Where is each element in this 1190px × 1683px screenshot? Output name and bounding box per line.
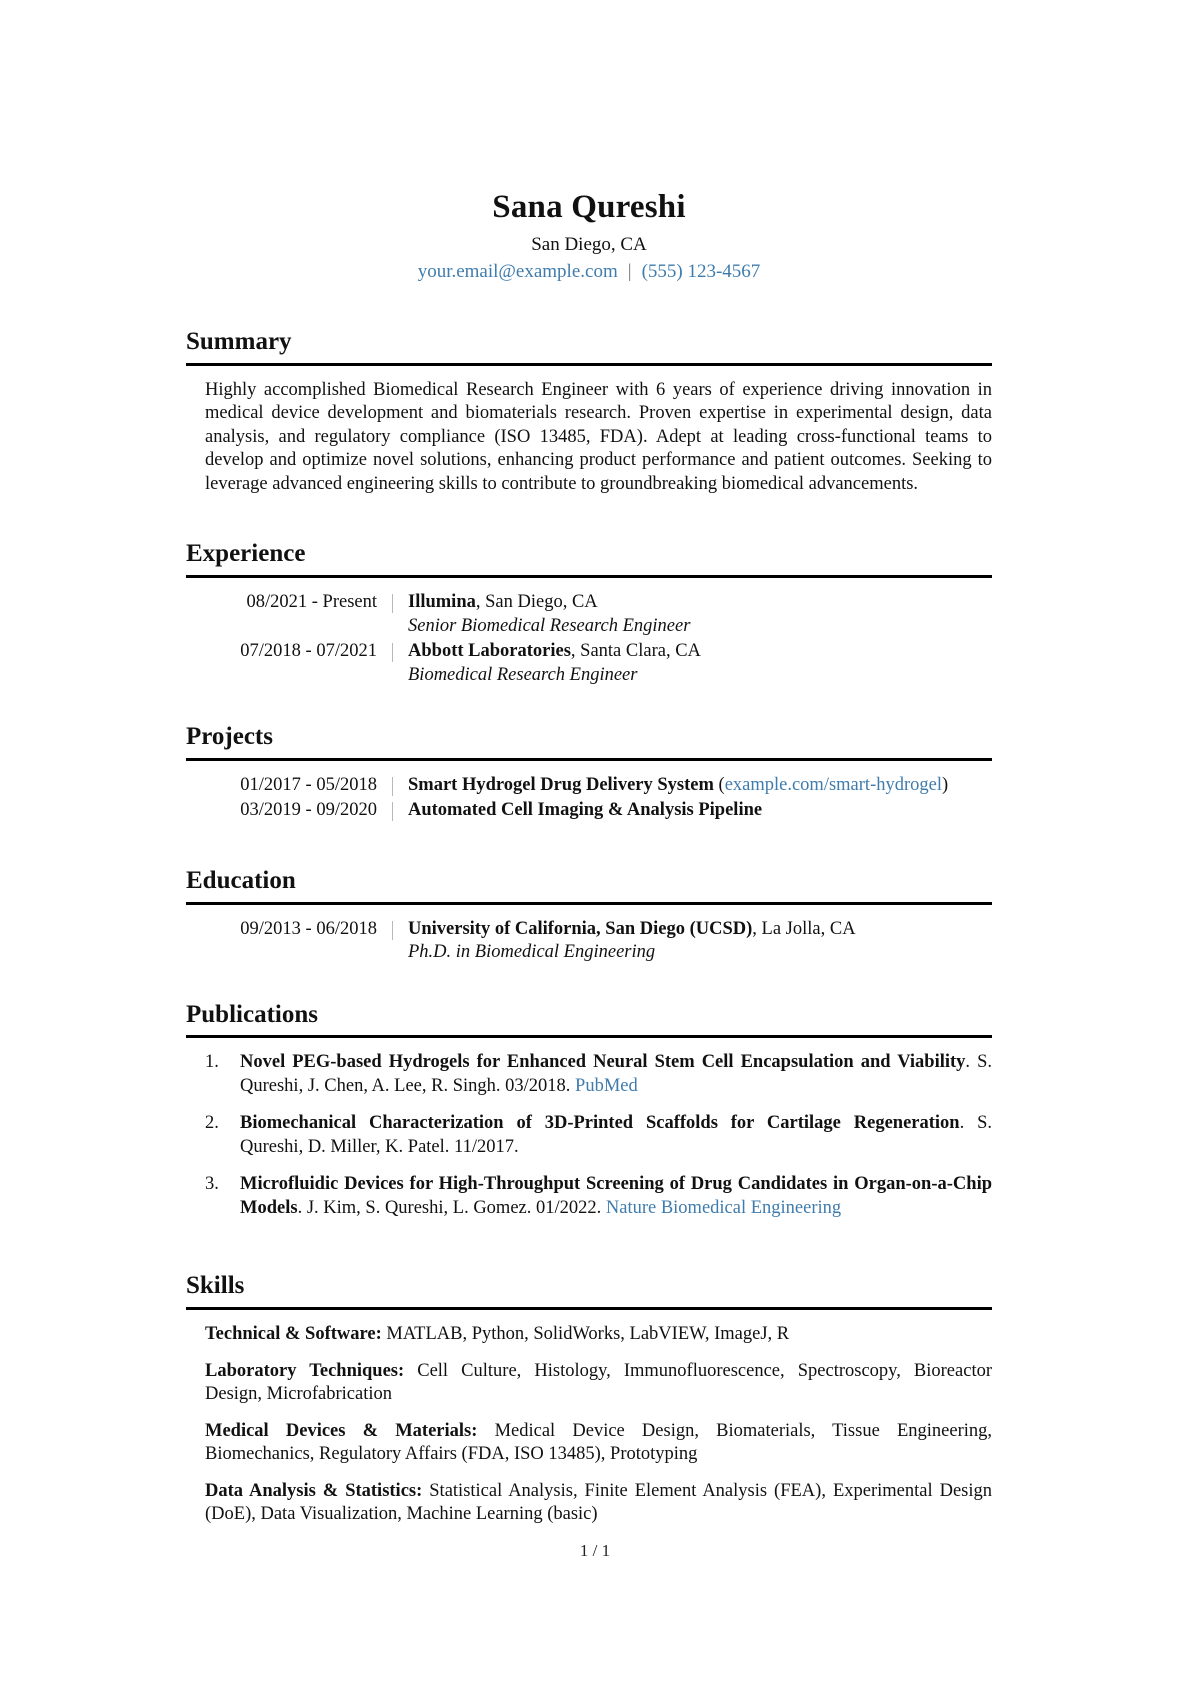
skill-label: Data Analysis & Statistics: — [205, 1480, 423, 1501]
contact-separator: | — [627, 261, 632, 283]
entry-content — [408, 799, 992, 823]
email-link[interactable]: your.email@example.com — [417, 261, 618, 283]
entry-degree: Ph.D. in Biomedical Engineering — [408, 942, 656, 963]
entry-org-line — [408, 591, 992, 615]
summary-text: Highly accomplished Biomedical Research Engineer with 6 years of experience driving innovation in medical device development and biomaterials research. Proven expertise in experimental design, data analysis, and regulatory compliance (ISO 13485, FDA). Adept at leading cross-functional teams to develop and optimize novel solutions, enhancing product performance and patient outcomes. Seeking to leverage advanced engineering skills to contribute to groundbreaking biomedical advancements. — [205, 379, 992, 494]
section-skills — [186, 1272, 992, 1526]
publication-number: 3. — [205, 1174, 219, 1195]
entry-role: Biomedical Research Engineer — [408, 664, 638, 685]
skill-label: Technical & Software: — [205, 1324, 382, 1345]
org-location: , Santa Clara, CA — [570, 641, 701, 662]
org-name: Abbott Laboratories — [408, 641, 571, 662]
summary-heading: Summary — [186, 328, 992, 366]
date-content-divider — [377, 774, 408, 798]
entry-dates: 07/2018 - 07/2021 — [240, 641, 377, 662]
publication-number: 2. — [205, 1113, 219, 1134]
project-entry — [205, 799, 992, 823]
section-education — [186, 867, 992, 965]
date-content-divider — [377, 799, 408, 823]
section-publications — [186, 1001, 992, 1221]
projects-heading: Projects — [186, 723, 992, 761]
phone-link[interactable]: (555) 123-4567 — [641, 261, 761, 283]
publication-title: Novel PEG-based Hydrogels for Enhanced Neural Stem Cell Encapsulation and Viability — [240, 1052, 966, 1073]
org-location: , San Diego, CA — [475, 592, 598, 613]
resume-header — [186, 188, 992, 284]
section-projects — [186, 723, 992, 823]
skill-values: Cell Culture, Histology, Immunofluorescence, Spectroscopy, Bioreactor Design, Microfabrication — [205, 1360, 992, 1405]
publication-title: Biomechanical Characterization of 3D-Printed Scaffolds for Cartilage Regeneration — [240, 1113, 960, 1134]
publication-item — [205, 1051, 992, 1098]
publications-heading: Publications — [186, 1001, 992, 1039]
entry-dates: 01/2017 - 05/2018 — [240, 774, 377, 795]
publication-item — [205, 1173, 992, 1220]
publication-meta: . S. Qureshi, D. Miller, K. Patel. 11/2017. — [240, 1113, 992, 1157]
skill-values: MATLAB, Python, SolidWorks, LabVIEW, ImageJ, R — [381, 1324, 790, 1345]
project-name: Smart Hydrogel Drug Delivery System — [408, 774, 714, 795]
date-content-divider — [377, 640, 408, 687]
location-text: San Diego, CA — [531, 233, 647, 255]
skill-group — [205, 1323, 992, 1347]
person-name: Sana Qureshi — [492, 189, 686, 225]
publication-link[interactable]: Nature Biomedical Engineering — [605, 1197, 842, 1218]
entry-dates: 08/2021 - Present — [246, 592, 377, 613]
education-heading: Education — [186, 867, 992, 905]
skill-label: Medical Devices & Materials: — [205, 1420, 478, 1441]
experience-entry — [205, 591, 992, 638]
publication-meta: . J. Kim, S. Qureshi, L. Gomez. 01/2022. — [297, 1197, 606, 1218]
skills-heading: Skills — [186, 1272, 992, 1310]
entry-dates: 03/2019 - 09/2020 — [240, 800, 377, 821]
date-content-divider — [377, 591, 408, 638]
publication-meta: . S. Qureshi, J. Chen, A. Lee, R. Singh. 03/2018. — [240, 1052, 992, 1096]
entry-school-line — [408, 918, 992, 942]
publication-number: 1. — [205, 1052, 219, 1073]
date-content-divider — [377, 918, 408, 965]
entry-org-line — [408, 640, 992, 664]
project-name: Automated Cell Imaging & Analysis Pipeline — [408, 800, 763, 821]
publication-item — [205, 1112, 992, 1159]
project-link[interactable]: example.com/smart-hydrogel — [724, 774, 942, 795]
publication-list — [205, 1051, 992, 1220]
skill-values: Medical Device Design, Biomaterials, Tissue Engineering, Biomechanics, Regulatory Affairs (FDA, ISO 13485), Prototyping — [205, 1420, 992, 1465]
contact-line — [186, 260, 992, 284]
entry-content — [408, 591, 992, 638]
experience-entry — [205, 640, 992, 687]
project-link-close-paren: ) — [942, 774, 949, 795]
entry-role: Senior Biomedical Research Engineer — [408, 615, 691, 636]
entry-content — [408, 640, 992, 687]
skill-group — [205, 1480, 992, 1527]
skill-values: Statistical Analysis, Finite Element Analysis (FEA), Experimental Design (DoE), Data Visualization, Machine Learning (basic) — [205, 1480, 992, 1525]
section-summary — [186, 328, 992, 496]
entry-content — [408, 774, 992, 798]
entry-dates: 09/2013 - 06/2018 — [240, 918, 377, 939]
org-name: Illumina — [408, 592, 476, 613]
section-experience — [186, 540, 992, 687]
page-number: 1 / 1 — [579, 1541, 611, 1560]
experience-heading: Experience — [186, 540, 992, 578]
project-entry — [205, 774, 992, 798]
school-location: , La Jolla, CA — [752, 918, 856, 939]
skill-label: Laboratory Techniques: — [205, 1360, 405, 1381]
education-entry — [205, 918, 992, 965]
project-link-open-paren: ( — [713, 774, 725, 795]
skill-group — [205, 1420, 992, 1467]
skill-group — [205, 1360, 992, 1407]
publication-link[interactable]: PubMed — [575, 1075, 638, 1096]
entry-content — [408, 918, 992, 965]
school-name: University of California, San Diego (UCSD) — [408, 918, 753, 939]
publication-title: Microfluidic Devices for High-Throughput Screening of Drug Candidates in Organ-on-a-Chip Models — [240, 1174, 992, 1218]
